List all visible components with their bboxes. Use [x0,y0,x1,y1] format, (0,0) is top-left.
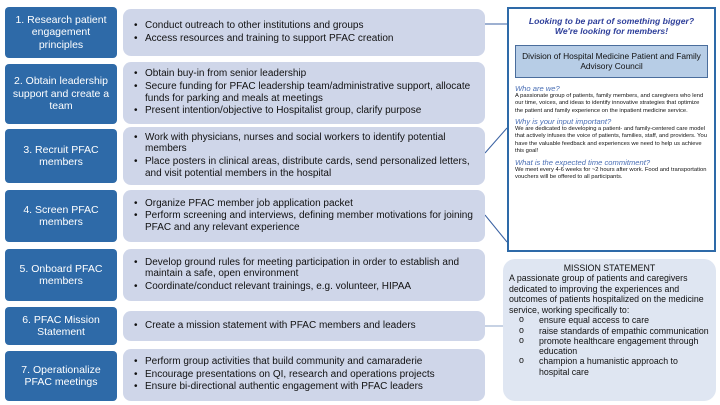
step-1-label: 1. Research patient engagement principles [15,13,107,51]
mission-goal-item: o promote healthcare engagement through education [525,336,710,357]
step-5-box [5,249,117,301]
mission-statement-title: MISSION STATEMENT [563,263,656,273]
step-3-description [123,127,485,185]
flyer-question: What is the expected time commitment? [515,157,651,167]
step-6-bullet-list [131,320,416,333]
step-3-bullet: • Place posters in clinical areas, distribute cards, send personalized letters, and visit potential members in the hospital [145,156,477,179]
mission-statement-box [503,259,716,401]
step-6-box [5,307,117,345]
flyer-headline-line-2: We're looking for members! [554,26,669,37]
step-3-box [5,129,117,183]
flyer-question: Who are we? [515,83,560,93]
step-2-label: 2. Obtain leadership support and create a team [12,75,110,113]
step-2-bullet-list [131,68,477,117]
step-5-bullet-list [131,257,477,294]
connector-line-middle [485,128,507,153]
step-5-label: 5. Onboard PFAC members [19,262,103,287]
step-5-description [123,249,485,301]
step-6-label: 6. PFAC Mission Statement [22,313,100,338]
step-2-bullet: • Present intention/objective to Hospitalist group, clarify purpose [145,105,477,117]
connector-line-bottom [485,215,507,242]
step-1-bullet: • Conduct outreach to other institutions and groups [145,20,393,32]
mission-goal-item: o ensure equal access to care [525,315,710,325]
step-2-bullet: • Secure funding for PFAC leadership team/administrative support, allocate funds for parking and meals at meetings [145,81,477,104]
step-7-bullet: • Encourage presentations on QI, research and operations projects [145,369,435,381]
mission-goal-item: o raise standards of empathic communication [525,326,710,336]
step-6-description [123,311,485,341]
mission-statement-text: A passionate group of patients and caregivers dedicated to improving the experiences and outcomes of patients hospitalized on the medicine service, working specifically to: [509,273,704,315]
step-3-bullet: • Work with physicians, nurses and social workers to identify potential members [145,132,477,155]
flyer-answer: We meet every 4-6 weeks for ~2 hours after work. Food and transportation vouchers will be offered to all participants. [515,166,707,181]
step-5-bullet: • Develop ground rules for meeting participation in order to establish and maintain a safe, open environment [145,257,477,280]
step-4-label: 4. Screen PFAC members [23,203,99,228]
step-5-bullet: • Coordinate/conduct relevant trainings, e.g. volunteer, HIPAA [145,281,477,293]
step-1-box [5,7,117,58]
flyer-headline [515,16,708,37]
step-7-label: 7. Operationalize PFAC meetings [21,363,101,388]
step-1-bullet-list [131,20,393,45]
step-2-box [5,64,117,124]
mission-goal-item: o champion a humanistic approach to hospital care [525,356,710,377]
flyer-headline-line-1: Looking to be part of something bigger? [528,16,695,26]
flyer-division-title: Division of Hospital Medicine Patient and Family Advisory Council [515,45,708,78]
flyer-answer: A passionate group of patients, family members, and caregivers who lend our time, voices, and ideas to identify innovative strategies that optimize the patient and family experience on the inpatient medicine service. [515,92,704,114]
mission-goal-list [509,315,710,377]
step-7-bullet: • Perform group activities that build community and camaraderie [145,356,435,368]
step-1-bullet: • Access resources and training to support PFAC creation [145,33,393,45]
step-2-bullet: • Obtain buy-in from senior leadership [145,68,477,80]
step-7-box [5,351,117,401]
step-3-bullet-list [131,132,477,180]
step-7-bullet: • Ensure bi-directional authentic engagement with PFAC leaders [145,381,435,393]
step-4-bullet-list [131,198,477,235]
step-3-label: 3. Recruit PFAC members [23,143,99,168]
step-7-description [123,349,485,401]
step-4-bullet: • Organize PFAC member job application packet [145,198,477,210]
flyer-answer: We are dedicated to developing a patient- and family-centered care model that actively infuses the voice of patients, families, staff, and providers. You have the valuable feedback and experiences we need to help us achieve this goal! [515,126,707,155]
step-4-description [123,190,485,242]
step-4-box [5,190,117,242]
step-4-bullet: • Perform screening and interviews, defining member motivations for joining PFAC and any relevant experience [145,210,477,233]
step-6-bullet: • Create a mission statement with PFAC members and leaders [145,320,416,332]
recruitment-flyer [507,7,716,252]
step-2-description [123,62,485,124]
flyer-question: Why is your input important? [515,116,612,126]
step-1-description [123,9,485,56]
step-7-bullet-list [131,356,435,394]
